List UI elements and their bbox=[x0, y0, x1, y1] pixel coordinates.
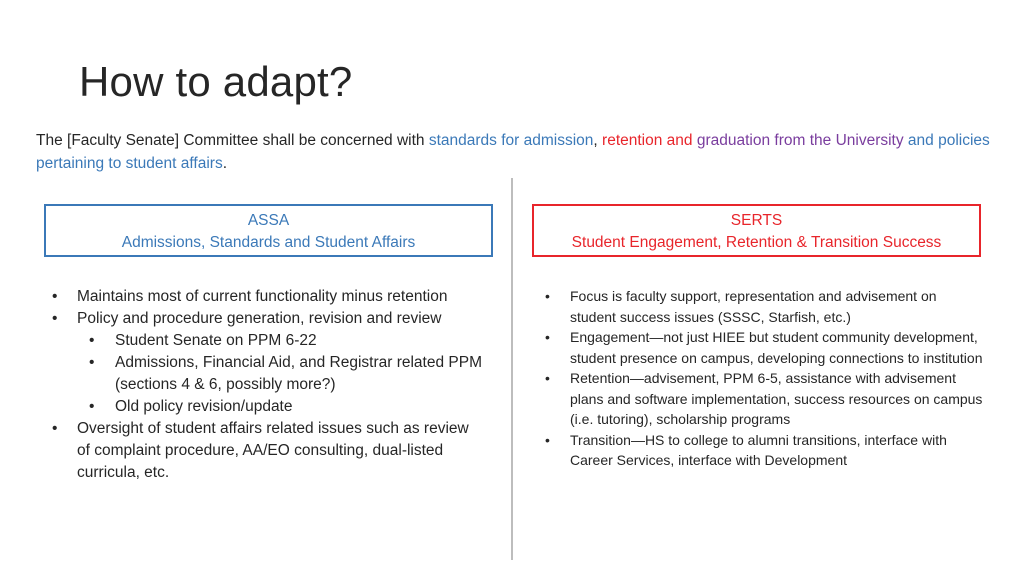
bullet-icon: • bbox=[545, 288, 550, 304]
serts-full-name: Student Engagement, Retention & Transition Success bbox=[571, 234, 942, 251]
intro-text-student-affairs: and policies pertaining to student affairs bbox=[36, 132, 990, 172]
bullet-icon: • bbox=[52, 310, 58, 327]
serts-acronym: SERTS bbox=[730, 212, 783, 229]
list-item-text: Policy and procedure generation, revision and review bbox=[77, 310, 442, 327]
list-item bbox=[545, 368, 985, 430]
list-item bbox=[52, 418, 482, 484]
assa-acronym: ASSA bbox=[247, 212, 290, 229]
column-divider bbox=[511, 178, 513, 560]
bullet-icon: • bbox=[89, 398, 95, 415]
list-subitem bbox=[52, 396, 482, 418]
intro-text-standards: standards for admission bbox=[428, 132, 594, 149]
bullet-icon: • bbox=[545, 431, 550, 448]
list-item-text: Admissions, Financial Aid, and Registrar related PPM (sections 4 & 6, possibly more?) bbox=[115, 354, 482, 393]
intro-text-comma: , bbox=[593, 132, 603, 149]
list-item-text: Oversight of student affairs related issues such as review of complaint procedure, AA/EO consulting, dual-listed curricula, etc. bbox=[77, 420, 469, 481]
list-item-text: Focus is faculty support, representation and advisement on student success issues (SSSC, Starfish, etc.) bbox=[570, 288, 937, 325]
intro-text-plain: The [Faculty Senate] Committee shall be concerned with bbox=[36, 132, 429, 149]
bullet-icon: • bbox=[545, 370, 550, 386]
bullet-icon: • bbox=[52, 288, 58, 305]
assa-box bbox=[44, 204, 493, 257]
list-item bbox=[545, 286, 985, 327]
serts-bullet-list bbox=[545, 286, 985, 471]
intro-paragraph bbox=[36, 129, 996, 175]
list-item-text: Maintains most of current functionality minus retention bbox=[77, 288, 448, 305]
slide-title: How to adapt? bbox=[79, 58, 353, 105]
serts-box bbox=[532, 204, 981, 257]
bullet-icon: • bbox=[52, 420, 58, 437]
list-item bbox=[52, 286, 482, 308]
assa-full-name: Admissions, Standards and Student Affairs bbox=[121, 234, 416, 251]
list-item-text: Retention—advisement, PPM 6-5, assistance with advisement plans and software implementation, success resources on campus (i.e. tutoring), scholarship programs bbox=[570, 370, 983, 427]
intro-text-period: . bbox=[222, 155, 228, 172]
list-item-text: Student Senate on PPM 6-22 bbox=[115, 332, 317, 349]
list-item-text: Transition—HS to college to alumni transitions, interface with Career Services, interface with Development bbox=[570, 431, 947, 468]
list-subitem bbox=[52, 330, 482, 352]
list-item bbox=[545, 327, 985, 368]
bullet-icon: • bbox=[89, 354, 95, 371]
list-subitem bbox=[52, 352, 482, 396]
list-item bbox=[545, 430, 985, 471]
bullet-icon: • bbox=[89, 332, 95, 349]
intro-text-graduation: graduation from the University bbox=[696, 132, 904, 149]
list-item-text: Engagement—not just HIEE but student community development, student presence on campus, developing connections to institution bbox=[570, 329, 983, 366]
bullet-icon: • bbox=[545, 329, 550, 345]
list-item-text: Old policy revision/update bbox=[115, 398, 293, 415]
intro-text-retention: retention and bbox=[602, 132, 697, 149]
list-item bbox=[52, 308, 482, 330]
assa-bullet-list bbox=[52, 286, 482, 484]
